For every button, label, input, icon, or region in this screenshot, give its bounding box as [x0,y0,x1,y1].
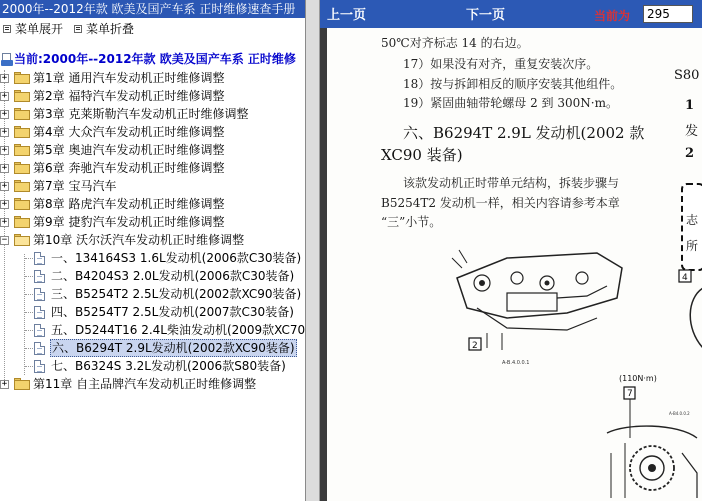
figure-torque-label: (110N·m) [619,374,657,383]
folder-icon [14,90,30,102]
engine-figure-crankshaft [597,363,702,501]
tree-chapter-9[interactable] [0,213,306,231]
tree-chapter-label: 第7章 宝马汽车 [33,179,117,193]
tree-subitem-5[interactable] [0,321,306,339]
tree-chapter-label: 第4章 大众汽车发动机正时维修调整 [33,125,225,139]
tree-chapter-label: 第3章 克莱斯勒汽车发动机正时维修调整 [33,107,249,121]
expand-icon[interactable]: + [1,217,8,227]
window-title: 2000年--2012年款 欧美及国产车系 正时维修速查手册 [0,0,306,18]
menu-icon [3,25,11,33]
open-folder-icon [14,234,30,246]
pane-splitter[interactable] [306,0,320,501]
side-column-text: S80 [674,68,700,83]
tree-subitem-label: 六、B6294T 2.9L发动机(2002款XC90装备) [52,341,295,355]
tree-subitem-label: 五、D5244T16 2.4L柴油发动机(2009款XC70 [51,323,306,337]
tree-subitem-4[interactable] [0,303,306,321]
tree-subitem-label: 四、B5254T7 2.5L发动机(2007款C30装备) [51,305,294,319]
folder-icon [14,180,30,192]
tree-chapter-5[interactable] [0,141,306,159]
doc-paragraph-line: 该款发动机正时带单元结构，拆装步骤与 [403,176,620,190]
folder-icon [14,126,30,138]
tree-connector [25,348,33,349]
expand-icon[interactable]: + [1,73,8,83]
collapse-all-button[interactable] [74,20,134,37]
tree-chapter-label: 第2章 福特汽车发动机正时维修调整 [33,89,225,103]
tree-chapter-6[interactable] [0,159,306,177]
side-column-mark: 发 [685,124,699,139]
collapse-icon[interactable]: − [1,235,8,245]
tree-chapter-label: 第5章 奥迪汽车发动机正时维修调整 [33,143,225,157]
document-page [327,28,702,501]
tree-subitem-1[interactable] [0,249,306,267]
tree-chapter-3[interactable] [0,105,306,123]
tree-subitem-label: 三、B5254T2 2.5L发动机(2002款XC90装备) [51,287,302,301]
side-column-mark: 2 [685,146,695,161]
document-icon [34,360,45,373]
tree-chapter-8[interactable] [0,195,306,213]
tree-connector [25,330,33,331]
tree-connector [25,276,33,277]
prev-page-button[interactable]: 上一页 [327,8,367,23]
doc-section-heading: 六、B6294T 2.9L 发动机(2002 款 [403,124,645,142]
tree-chapter-label: 第1章 通用汽车发动机正时维修调整 [33,71,225,85]
folder-icon [14,144,30,156]
doc-step-17: 17）如果没有对齐，重复安装次序。 [403,57,599,71]
tree-connector [25,312,33,313]
tree-subitem-label: 七、B6324S 3.2L发动机(2006款S80装备) [51,359,286,373]
tree-connector [25,294,33,295]
menu-bar [0,19,306,38]
menu-icon [74,25,82,33]
tree-subitem-7[interactable] [0,357,306,375]
document-icon [34,324,45,337]
tree-root-label: 当前:2000年--2012年款 欧美及国产车系 正时维修 [14,52,296,66]
figure-callout: 4 [682,273,688,283]
tree-chapter-label: 第10章 沃尔沃汽车发动机正时维修调整 [33,233,245,247]
tree-subitem-3[interactable] [0,285,306,303]
viewer-toolbar [320,0,702,28]
figure-callout: 2 [472,341,478,351]
doc-text-line: 50℃对齐标志 14 的右边。 [381,36,529,50]
tree-chapter-4[interactable] [0,123,306,141]
tree-chapter-7[interactable] [0,177,306,195]
tree-chapter-label: 第9章 捷豹汽车发动机正时维修调整 [33,215,225,229]
tree-chapter-label: 第8章 路虎汽车发动机正时维修调整 [33,197,225,211]
doc-step-19: 19）紧固曲轴带轮螺母 2 到 300N·m。 [403,96,618,110]
tree-connector [25,366,33,367]
tree-subitem-2[interactable] [0,267,306,285]
expand-icon[interactable]: + [1,199,8,209]
tree-root[interactable] [0,50,306,69]
document-icon [34,252,45,265]
expand-icon[interactable]: + [1,181,8,191]
engine-figure-camshaft [447,238,627,368]
tree-chapter-2[interactable] [0,87,306,105]
engine-figure-pulley [677,268,702,358]
tree-subitem-label: 二、B4204S3 2.0L发动机(2006款C30装备) [51,269,295,283]
side-column-mark: 1 [685,98,695,113]
doc-paragraph-line: “三”小节。 [381,215,442,229]
folder-icon [14,108,30,120]
folder-icon [14,216,30,228]
expand-icon[interactable]: + [1,163,8,173]
note-box-text: 所 [686,239,699,253]
note-box [681,183,702,271]
document-icon [34,342,45,355]
tree-chapter-11[interactable] [0,375,306,393]
expand-icon[interactable]: + [1,91,8,101]
folder-icon [14,378,30,390]
folder-icon [14,162,30,174]
figure-code: A-B4.0.0.2 [669,411,690,416]
tree-chapter-label: 第11章 自主品牌汽车发动机正时维修调整 [33,377,257,391]
expand-all-button[interactable] [3,20,63,37]
folder-icon [14,198,30,210]
book-icon [1,53,13,66]
tree-chapter-label: 第6章 奔驰汽车发动机正时维修调整 [33,161,225,175]
tree-chapter-10[interactable] [0,231,306,249]
navigation-pane [0,0,306,501]
chapter-tree [0,50,306,393]
doc-section-heading-cont: XC90 装备) [381,146,463,164]
note-box-text: 志 [686,213,699,227]
expand-all-label: 菜单展开 [15,22,64,36]
document-icon [34,288,45,301]
expand-icon[interactable]: + [1,127,8,137]
expand-icon[interactable]: + [1,145,8,155]
tree-subitem-label: 一、134164S3 1.6L发动机(2006款C30装备) [51,251,302,265]
tree-chapter-1[interactable] [0,69,306,87]
document-icon [34,306,45,319]
tree-subitem-6-selected[interactable] [0,339,306,357]
folder-icon [14,72,30,84]
current-page-label: 当前为 [594,9,631,23]
page-viewer [320,0,702,501]
current-page-input[interactable] [643,5,693,23]
document-icon [34,270,45,283]
doc-paragraph-line: B5254T2 发动机一样，相关内容请参考本章 [381,196,620,210]
figure-callout: 7 [627,389,633,399]
tree-connector [25,258,33,259]
next-page-button[interactable]: 下一页 [466,8,506,23]
collapse-all-label: 菜单折叠 [86,22,135,36]
expand-icon[interactable]: + [1,379,8,389]
expand-icon[interactable]: + [1,109,8,119]
figure-code: A-B.4.0.0.1 [502,360,530,366]
doc-step-18: 18）按与拆卸相反的顺序安装其他组件。 [403,77,623,91]
